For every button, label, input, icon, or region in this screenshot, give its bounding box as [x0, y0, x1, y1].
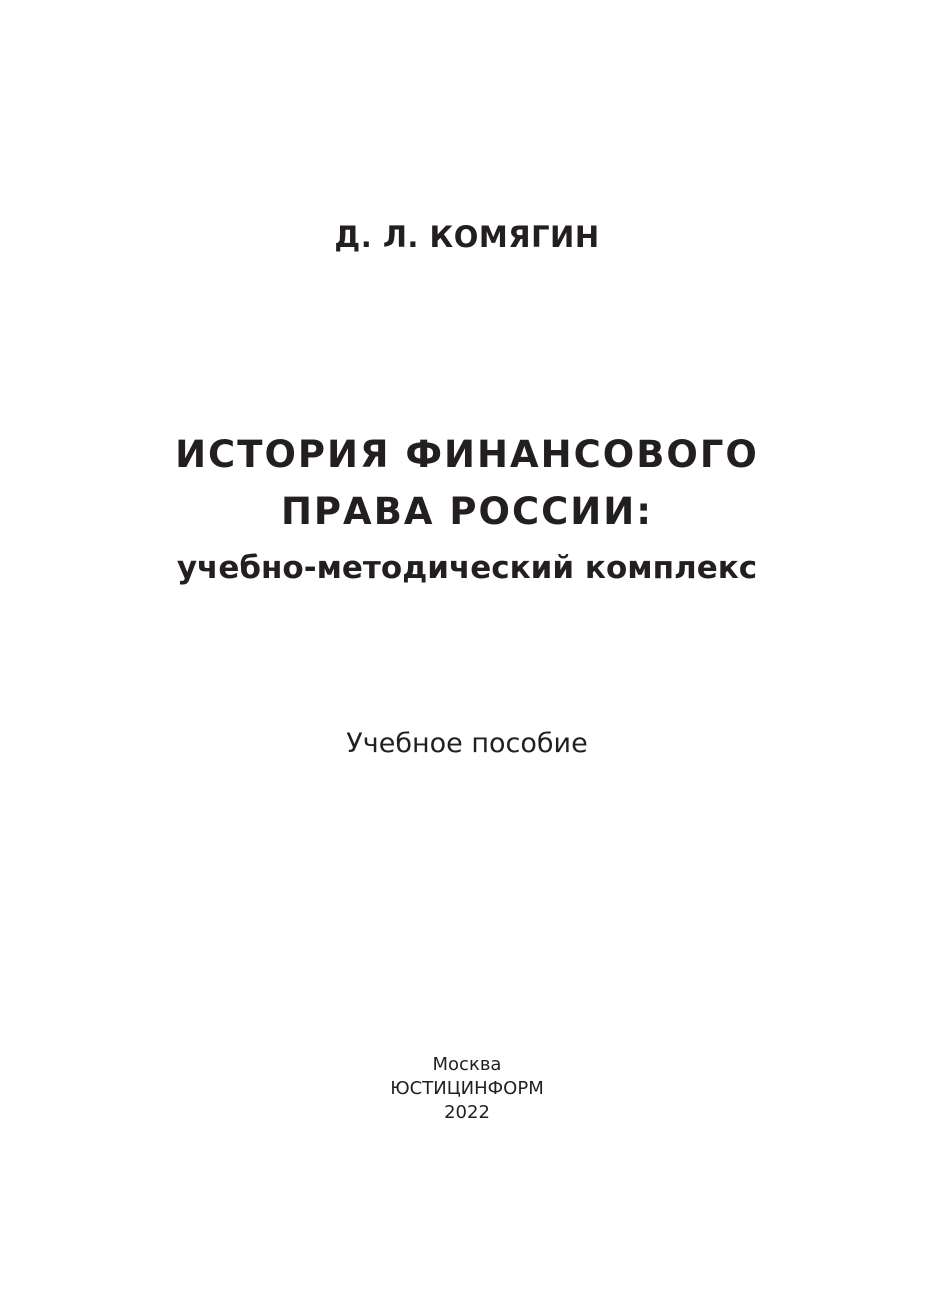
book-subtitle: учебно-методический комплекс: [176, 550, 758, 586]
book-title: [0, 426, 934, 596]
title-line-2: ПРАВА РОССИИ:: [280, 490, 654, 533]
title-line-1: ИСТОРИЯ ФИНАНСОВОГО: [175, 433, 759, 476]
publication-type: Учебное пособие: [346, 728, 588, 759]
imprint-city: Москва: [432, 1054, 502, 1075]
imprint-publisher: ЮСТИЦИНФОРМ: [390, 1078, 544, 1099]
imprint: [0, 1053, 934, 1125]
imprint-year: 2022: [444, 1102, 490, 1123]
author-name: Д. Л. КОМЯГИН: [334, 220, 600, 254]
